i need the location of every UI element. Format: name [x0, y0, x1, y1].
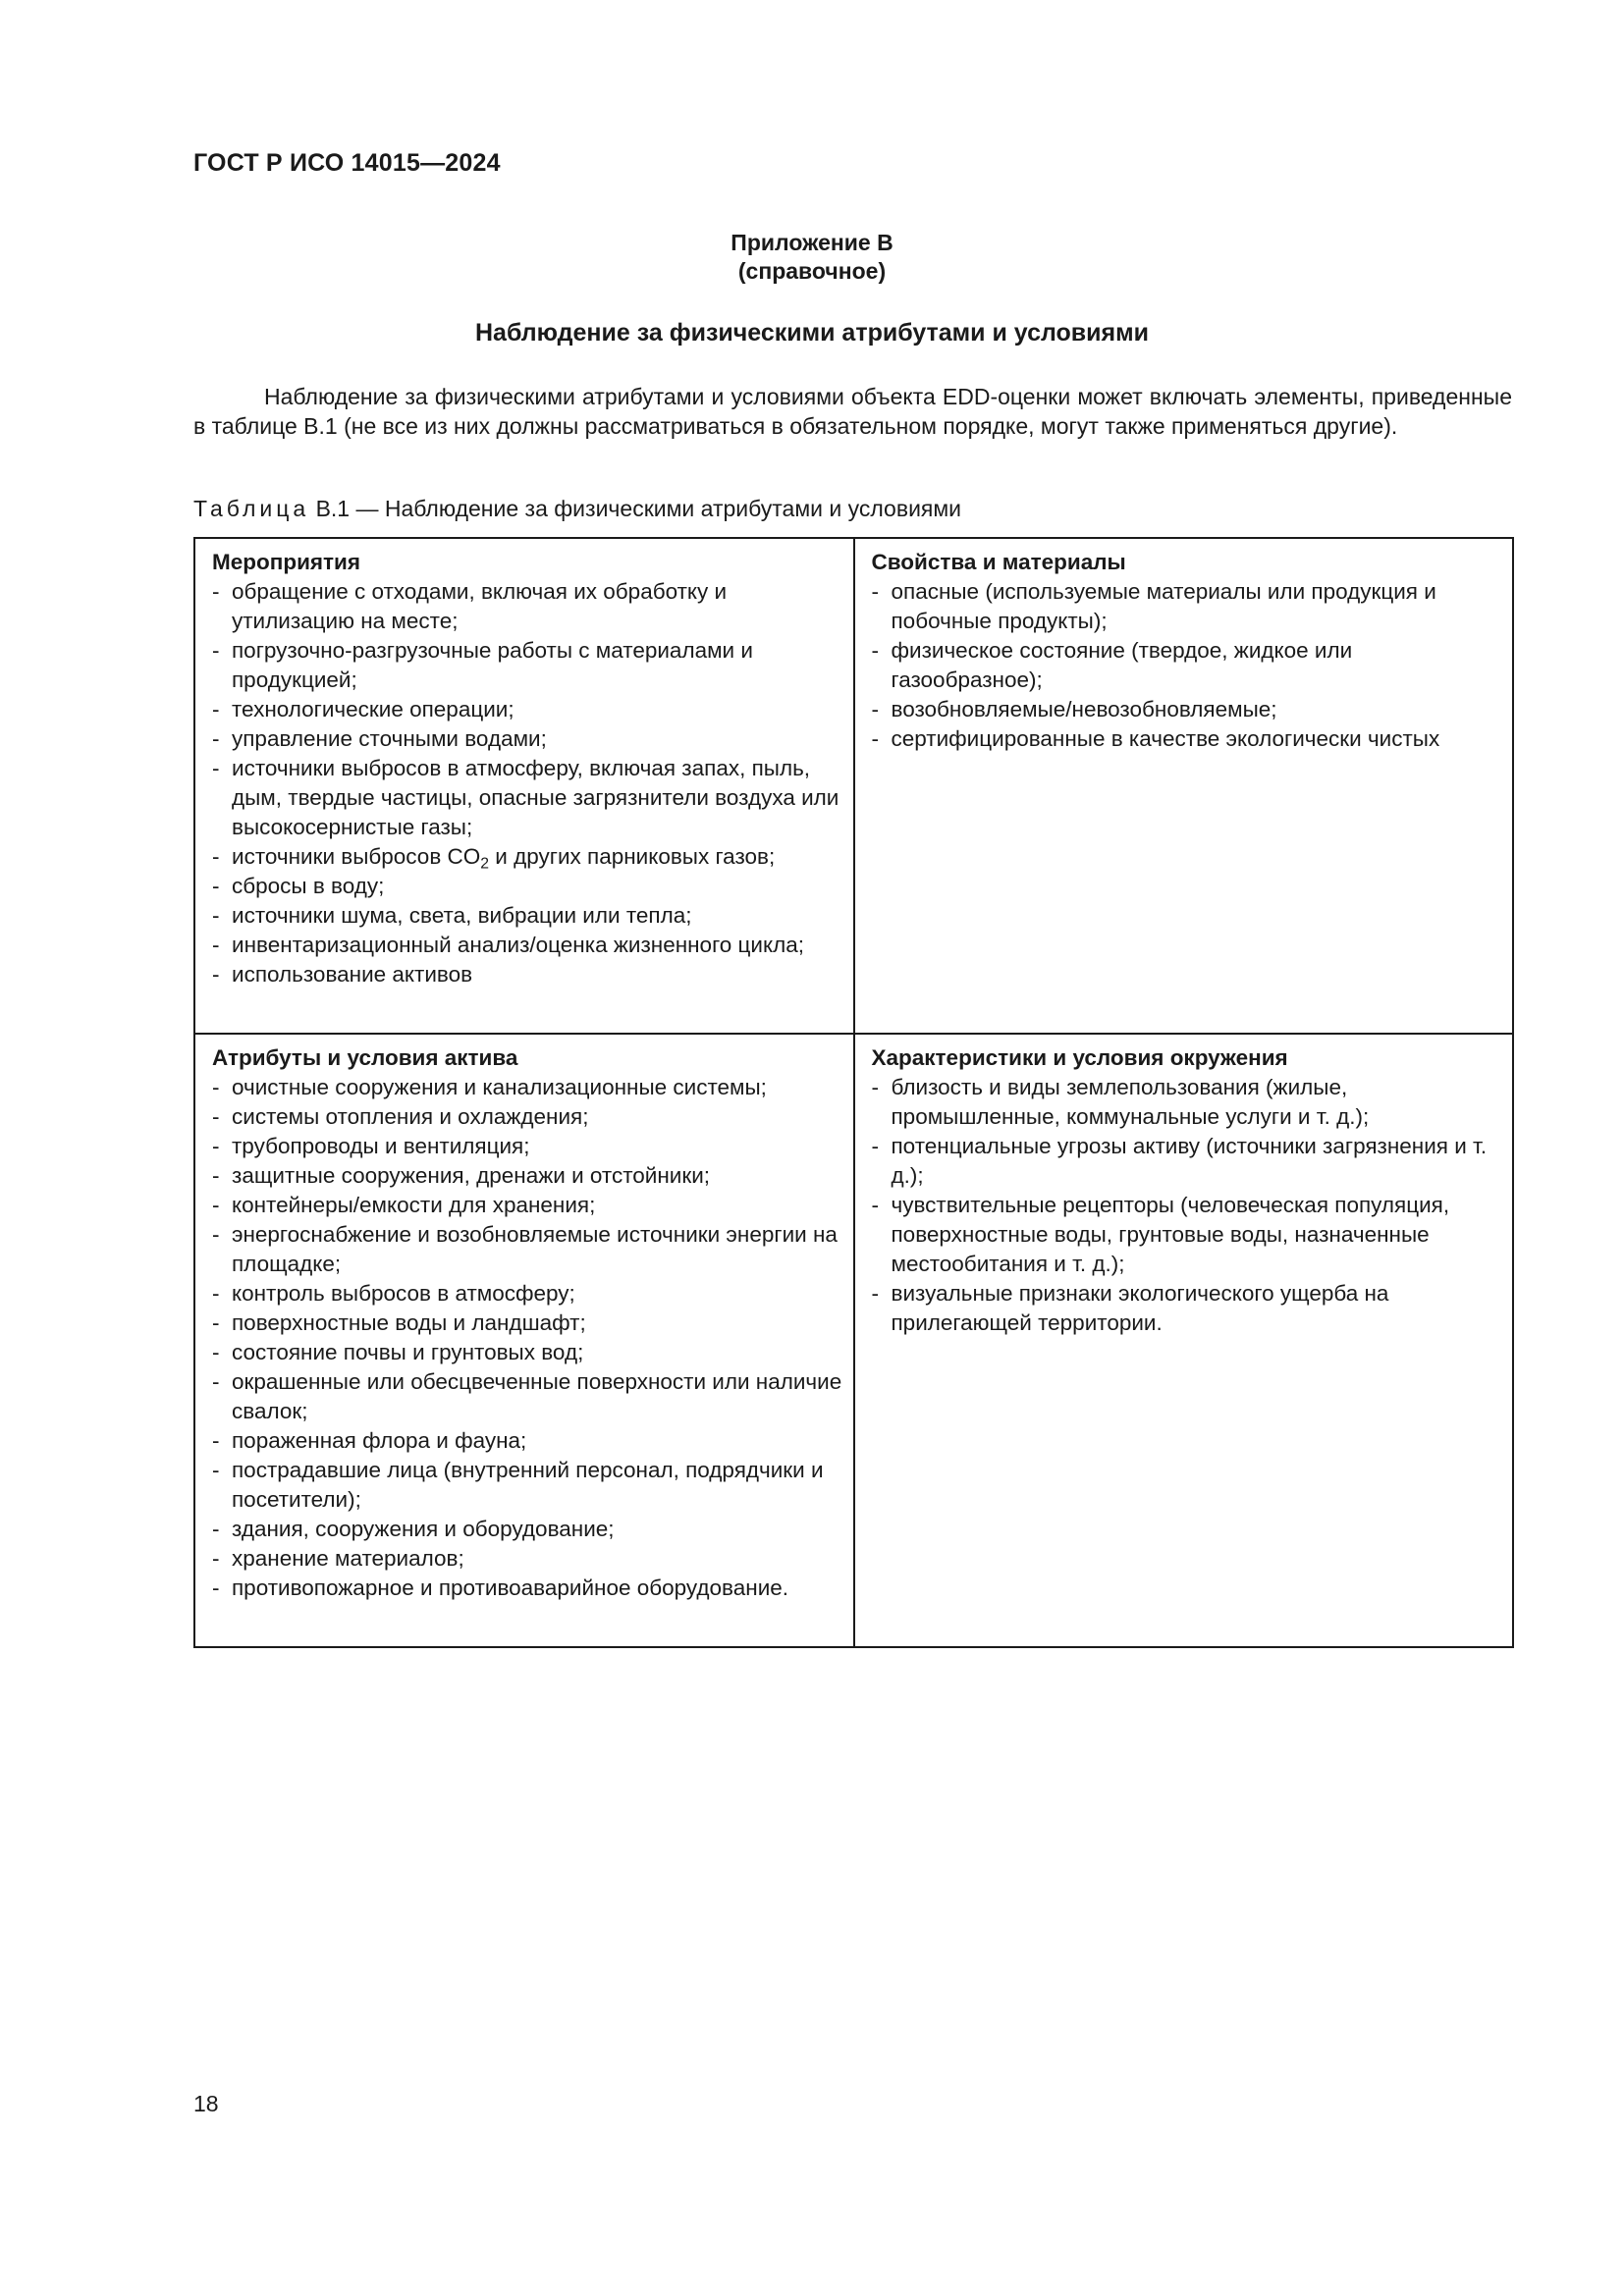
- appendix-subtitle: (справочное): [737, 258, 887, 284]
- list-item: - опасные (используемые материалы или продукция и побочные продукты);: [872, 577, 1503, 636]
- co2-subscript: 2: [480, 855, 490, 873]
- list-item: - инвентаризационный анализ/оценка жизненного цикла;: [212, 931, 843, 960]
- cell-title: Характеристики и условия окружения: [871, 1045, 1288, 1070]
- list-item: - источники шума, света, вибрации или тепла;: [212, 901, 843, 931]
- list-item: - энергоснабжение и возобновляемые источники энергии на площадке;: [212, 1220, 843, 1279]
- list-item: - сертифицированные в качестве экологически чистых: [872, 724, 1503, 754]
- list-item: - защитные сооружения, дренажи и отстойники;: [212, 1161, 843, 1191]
- item-list: [212, 1073, 843, 1603]
- cell-title: Мероприятия: [212, 550, 361, 574]
- co2-text: источники выбросов CO: [232, 844, 481, 869]
- list-item-co2: [212, 842, 843, 872]
- list-item: - технологические операции;: [212, 695, 843, 724]
- table-caption-text: В.1 — Наблюдение за физическими атрибутами и условиями: [315, 496, 962, 521]
- list-item: - физическое состояние (твердое, жидкое или газообразное);: [872, 636, 1503, 695]
- list-item: - контейнеры/емкости для хранения;: [212, 1191, 843, 1220]
- cell-surroundings: [854, 1034, 1514, 1647]
- list-item: - системы отопления и охлаждения;: [212, 1102, 843, 1132]
- appendix-title: Приложение В: [731, 230, 893, 255]
- list-item: - очистные сооружения и канализационные системы;: [212, 1073, 843, 1102]
- table-caption: [193, 494, 961, 523]
- list-item: - окрашенные или обесцвеченные поверхности или наличие свалок;: [212, 1367, 843, 1426]
- section-title: Наблюдение за физическими атрибутами и условиями: [474, 319, 1149, 347]
- page-number: 18: [193, 2091, 219, 2116]
- list-item: - контроль выбросов в атмосферу;: [212, 1279, 843, 1308]
- appendix-heading: [0, 229, 1624, 286]
- list-item: - здания, сооружения и оборудование;: [212, 1515, 843, 1544]
- co2-suffix: и других парниковых газов;: [489, 844, 776, 869]
- list-item: - управление сточными водами;: [212, 724, 843, 754]
- document-header: ГОСТ Р ИСО 14015—2024: [193, 149, 501, 177]
- list-item: - источники выбросов в атмосферу, включая запах, пыль, дым, твердые частицы, опасные загрязнители воздуха или высокосернистые газы;: [212, 754, 843, 842]
- list-item: - пострадавшие лица (внутренний персонал, подрядчики и посетители);: [212, 1456, 843, 1515]
- list-item: - потенциальные угрозы активу (источники загрязнения и т. д.);: [872, 1132, 1503, 1191]
- list-item: - обращение с отходами, включая их обработку и утилизацию на месте;: [212, 577, 843, 636]
- list-item: - погрузочно-разгрузочные работы с материалами и продукцией;: [212, 636, 843, 695]
- list-item: - состояние почвы и грунтовых вод;: [212, 1338, 843, 1367]
- table-row: [194, 1034, 1513, 1647]
- table-row: [194, 538, 1513, 1034]
- item-list: [872, 1073, 1503, 1338]
- cell-properties: [854, 538, 1514, 1034]
- list-item: - трубопроводы и вентиляция;: [212, 1132, 843, 1161]
- table-caption-label: Таблица: [193, 496, 310, 521]
- list-item: - возобновляемые/невозобновляемые;: [872, 695, 1503, 724]
- item-list: [212, 577, 843, 989]
- list-item: - хранение материалов;: [212, 1544, 843, 1574]
- cell-title: Атрибуты и условия актива: [212, 1045, 518, 1070]
- list-item: - чувствительные рецепторы (человеческая популяция, поверхностные воды, грунтовые воды, назначенные местообитания и т. д.);: [872, 1191, 1503, 1279]
- list-item: - использование активов: [212, 960, 843, 989]
- list-item: - визуальные признаки экологического ущерба на прилегающей территории.: [872, 1279, 1503, 1338]
- list-item: - сбросы в воду;: [212, 872, 843, 901]
- list-item: - противопожарное и противоаварийное оборудование.: [212, 1574, 843, 1603]
- cell-activities: [194, 538, 854, 1034]
- item-list: [872, 577, 1503, 754]
- list-item: - поверхностные воды и ландшафт;: [212, 1308, 843, 1338]
- cell-title: Свойства и материалы: [871, 550, 1126, 574]
- intro-paragraph: Наблюдение за физическими атрибутами и условиями объекта EDD-оценки может включать элементы, приведенные в таблице В.1 (не все из них должны рассматриваться в обязательном порядке, могут также применяться другие).: [193, 384, 1512, 439]
- list-item: - пораженная флора и фауна;: [212, 1426, 843, 1456]
- observation-table: [193, 537, 1514, 1648]
- cell-asset: [194, 1034, 854, 1647]
- list-item: - близость и виды землепользования (жилые, промышленные, коммунальные услуги и т. д.);: [872, 1073, 1503, 1132]
